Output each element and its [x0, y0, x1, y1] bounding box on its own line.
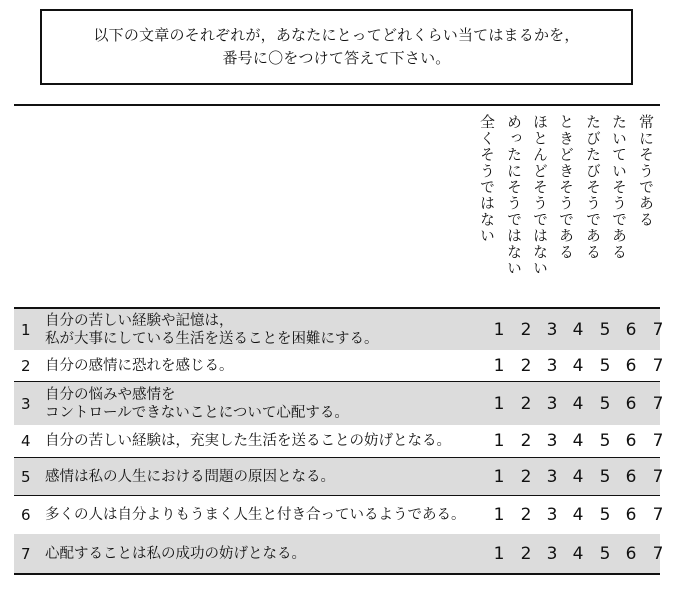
- table-row: [14, 457, 664, 495]
- option-5[interactable]: 5: [599, 393, 611, 414]
- option-7[interactable]: 7: [652, 431, 664, 451]
- option-3[interactable]: 3: [546, 319, 558, 340]
- table-row: [14, 381, 664, 425]
- item-number: 7: [21, 544, 31, 563]
- option-6[interactable]: 6: [625, 466, 637, 487]
- table-row: [14, 495, 664, 534]
- option-3[interactable]: 3: [546, 431, 558, 451]
- option-5[interactable]: 5: [599, 466, 611, 487]
- option-7[interactable]: 7: [652, 543, 664, 564]
- option-4[interactable]: 4: [572, 393, 584, 414]
- option-2[interactable]: 2: [520, 355, 532, 376]
- instructions-line-2: 番号に〇をつけて答えて下さい。: [222, 49, 451, 67]
- table-row: [14, 534, 664, 573]
- item-text: 心配することは私の成功の妨げとなる。: [45, 545, 306, 562]
- option-4[interactable]: 4: [572, 355, 584, 376]
- option-5[interactable]: 5: [599, 505, 611, 525]
- item-number: 4: [21, 432, 31, 450]
- item-text: 自分の苦しい経験は，充実した生活を送ることの妨げとなる。: [45, 433, 451, 449]
- option-3[interactable]: 3: [546, 393, 558, 414]
- option-1[interactable]: 1: [493, 393, 505, 414]
- option-5[interactable]: 5: [599, 319, 611, 340]
- option-7[interactable]: 7: [652, 505, 664, 525]
- option-6[interactable]: 6: [625, 393, 637, 414]
- option-4[interactable]: 4: [572, 466, 584, 487]
- table-top-rule: [14, 104, 660, 106]
- option-7[interactable]: 7: [652, 355, 664, 376]
- option-3[interactable]: 3: [546, 543, 558, 564]
- table-bottom-rule: [14, 573, 660, 575]
- option-4[interactable]: 4: [572, 319, 584, 340]
- option-4[interactable]: 4: [572, 543, 584, 564]
- instructions-line-1: 以下の文章のそれぞれが，あなたにとってどれくらい当てはまるかを，: [93, 26, 580, 44]
- option-2[interactable]: 2: [520, 319, 532, 340]
- item-number: 1: [21, 320, 31, 339]
- option-6[interactable]: 6: [625, 355, 637, 376]
- option-5[interactable]: 5: [599, 543, 611, 564]
- scale-headers: [0, 114, 676, 304]
- option-4[interactable]: 4: [572, 505, 584, 525]
- option-6[interactable]: 6: [625, 319, 637, 340]
- item-number: 2: [21, 356, 31, 375]
- item-text: 感情は私の人生における問題の原因となる。: [45, 468, 335, 485]
- option-6[interactable]: 6: [625, 505, 637, 525]
- table-row: [14, 350, 664, 381]
- option-7[interactable]: 7: [652, 466, 664, 487]
- item-text: 多くの人は自分よりもうまく人生と付き合っているようである。: [45, 507, 466, 523]
- option-2[interactable]: 2: [520, 543, 532, 564]
- option-1[interactable]: 1: [493, 319, 505, 340]
- option-7[interactable]: 7: [652, 393, 664, 414]
- option-7[interactable]: 7: [652, 319, 664, 340]
- scale-header-5: たびたびそうである: [584, 114, 602, 260]
- table-row: [14, 425, 664, 457]
- option-1[interactable]: 1: [493, 466, 505, 487]
- item-number: 6: [21, 506, 31, 524]
- option-1[interactable]: 1: [493, 431, 505, 451]
- item-text: 自分の悩みや感情を コントロールできないことについて心配する。: [45, 386, 349, 421]
- option-2[interactable]: 2: [520, 466, 532, 487]
- item-text: 自分の苦しい経験や記憶は， 私が大事にしている生活を送ることを困難にする。: [45, 312, 379, 347]
- instructions-box: [40, 9, 633, 85]
- option-2[interactable]: 2: [520, 431, 532, 451]
- option-1[interactable]: 1: [493, 505, 505, 525]
- option-2[interactable]: 2: [520, 505, 532, 525]
- option-1[interactable]: 1: [493, 355, 505, 376]
- option-3[interactable]: 3: [546, 466, 558, 487]
- option-5[interactable]: 5: [599, 355, 611, 376]
- scale-header-2: めったにそうではない: [505, 114, 523, 276]
- option-5[interactable]: 5: [599, 431, 611, 451]
- option-3[interactable]: 3: [546, 355, 558, 376]
- option-6[interactable]: 6: [625, 431, 637, 451]
- option-3[interactable]: 3: [546, 505, 558, 525]
- item-number: 5: [21, 467, 31, 486]
- item-number: 3: [21, 394, 31, 413]
- item-text: 自分の感情に恐れを感じる。: [45, 357, 234, 374]
- table-row: [14, 309, 664, 350]
- scale-header-3: ほとんどそうではない: [531, 114, 549, 276]
- option-6[interactable]: 6: [625, 543, 637, 564]
- scale-header-4: ときどきそうである: [557, 114, 575, 260]
- scale-header-7: 常にそうである: [637, 114, 655, 228]
- option-2[interactable]: 2: [520, 393, 532, 414]
- option-1[interactable]: 1: [493, 543, 505, 564]
- scale-header-6: たいていそうである: [610, 114, 628, 260]
- scale-header-1: 全くそうではない: [478, 114, 496, 244]
- option-4[interactable]: 4: [572, 431, 584, 451]
